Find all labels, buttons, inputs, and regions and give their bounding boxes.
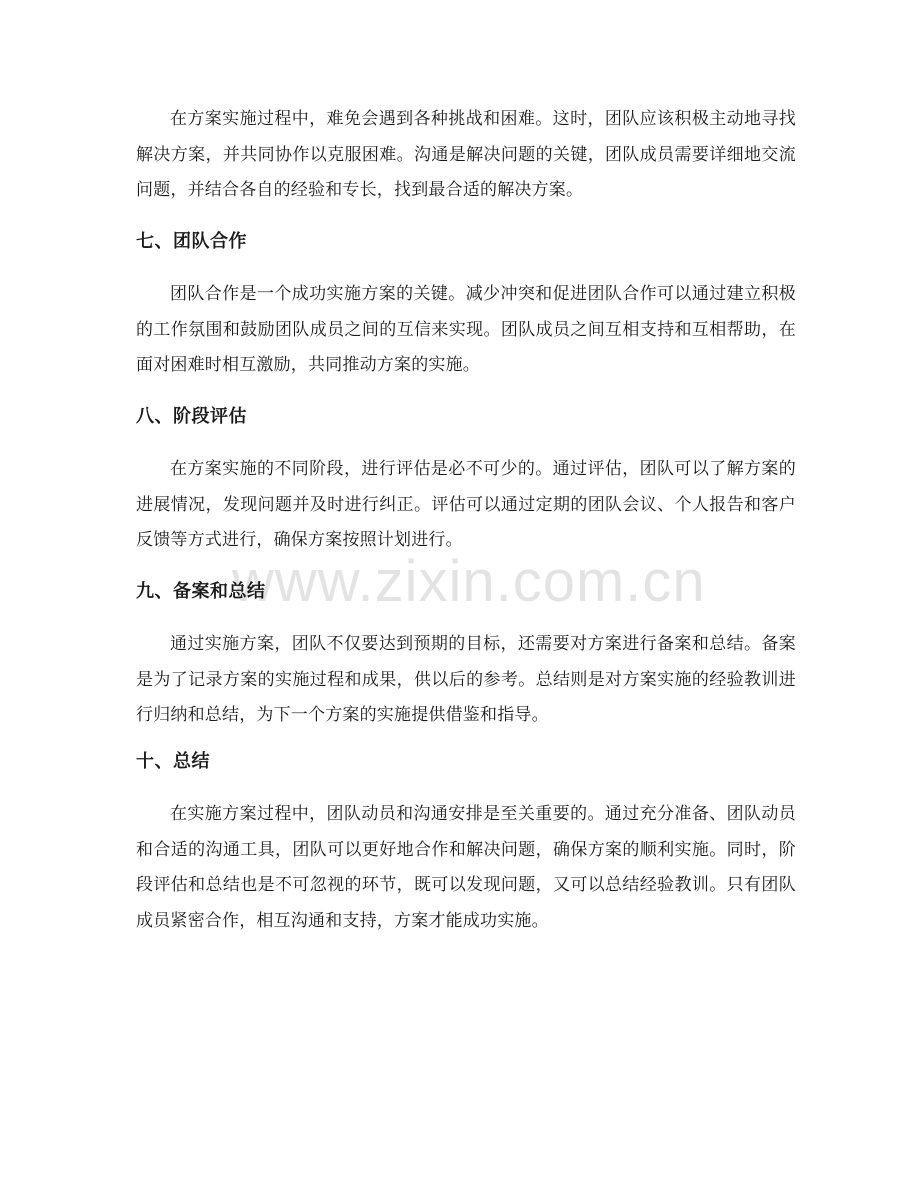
section-heading: 七、团队合作 bbox=[136, 231, 247, 252]
section-heading: 九、备案和总结 bbox=[136, 581, 266, 602]
section-paragraph-10 bbox=[136, 797, 796, 939]
section-heading-10 bbox=[136, 750, 796, 774]
paragraph: 通过实施方案，团队不仅要达到预期的目标，还需要对方案进行备案和总结。备案是为了记录方案的实施过程和成果，供以后的参考。总结则是对方案实施的经验教训进行归纳和总结，为下一个方案的实施提供借鉴和指导。 bbox=[136, 634, 796, 725]
paragraph: 团队合作是一个成功实施方案的关键。减少冲突和促进团队合作可以通过建立积极的工作氛围和鼓励团队成员之间的互信来实现。团队成员之间互相支持和互相帮助，在面对困难时相互激励，共同推动方案的实施。 bbox=[136, 284, 796, 375]
section-paragraph-8 bbox=[136, 452, 796, 559]
section-heading-7 bbox=[136, 230, 796, 254]
section-paragraph-9 bbox=[136, 627, 796, 734]
paragraph: 在实施方案过程中，团队动员和沟通安排是至关重要的。通过充分准备、团队动员和合适的沟通工具，团队可以更好地合作和解决问题，确保方案的顺利实施。同时，阶段评估和总结也是不可忽视的环节，既可以发现问题，又可以总结经验教训。只有团队成员紧密合作，相互沟通和支持，方案才能成功实施。 bbox=[136, 804, 796, 931]
paragraph: 在方案实施的不同阶段，进行评估是必不可少的。通过评估，团队可以了解方案的进展情况，发现问题并及时进行纠正。评估可以通过定期的团队会议、个人报告和客户反馈等方式进行，确保方案按照计划进行。 bbox=[136, 459, 796, 550]
section-heading-9 bbox=[136, 580, 796, 604]
section-heading: 十、总结 bbox=[136, 751, 210, 772]
watermark: www.zixin.com.cn bbox=[232, 549, 706, 614]
section-paragraph-7 bbox=[136, 277, 796, 384]
section-heading-8 bbox=[136, 405, 796, 429]
paragraph: 在方案实施过程中，难免会遇到各种挑战和困难。这时，团队应该积极主动地寻找解决方案，并共同协作以克服困难。沟通是解决问题的关键，团队成员需要详细地交流问题，并结合各自的经验和专长，找到最合适的解决方案。 bbox=[136, 109, 796, 200]
intro-paragraph-block bbox=[136, 102, 796, 209]
section-heading: 八、阶段评估 bbox=[136, 406, 247, 427]
